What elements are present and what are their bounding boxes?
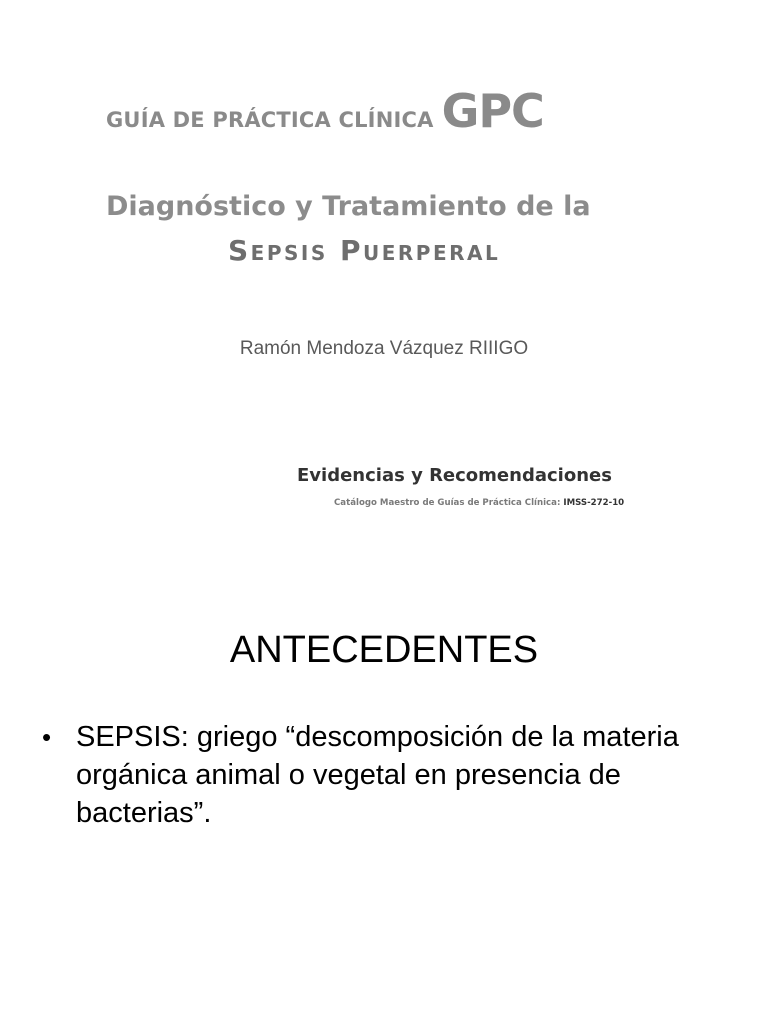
catalog-label: Catálogo Maestro de Guías de Práctica Clínica: (334, 498, 564, 508)
bullet-text: SEPSIS: griego “descomposición de la materia orgánica animal o vegetal en presencia de bacterias”. (76, 721, 679, 829)
catalog-reference (334, 498, 624, 508)
evidence-title: Evidencias y Recomendaciones (297, 465, 612, 486)
bullet-icon: • (42, 722, 52, 752)
document-title-line-2: Sepsis Puerperal (228, 234, 501, 267)
section-heading: ANTECEDENTES (229, 629, 539, 671)
antecedentes-slide (0, 560, 768, 1024)
guide-type-label: GUÍA DE PRÁCTICA CLÍNICA (106, 108, 434, 132)
list-item (40, 718, 740, 832)
bullet-list (40, 718, 740, 832)
author-name: Ramón Mendoza Vázquez RIIIGO (239, 338, 529, 359)
document-title-line-1: Diagnóstico y Tratamiento de la (106, 191, 591, 222)
gpc-header (106, 84, 544, 138)
catalog-code: IMSS-272-10 (563, 498, 625, 508)
gpc-logo: GPC (441, 84, 544, 138)
